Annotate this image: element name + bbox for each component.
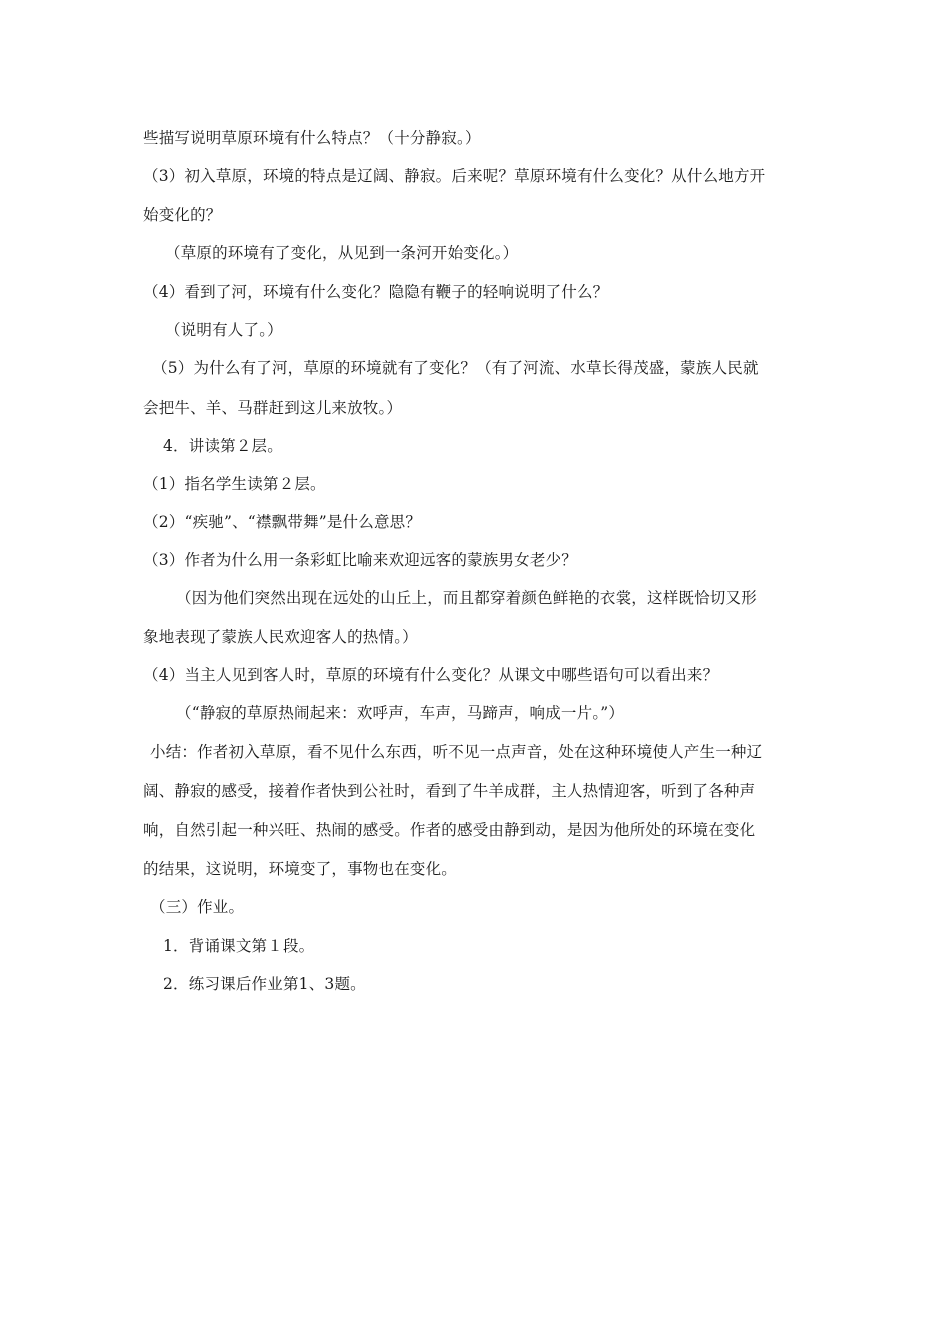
text-line: （1）指名学生读第２层。: [143, 475, 326, 493]
text-line: 始变化的？: [143, 206, 222, 224]
text-line: 2．练习课后作业第1、3题。: [163, 975, 366, 993]
text-line: （4）看到了河，环境有什么变化？隐隐有鞭子的轻响说明了什么？: [143, 283, 609, 301]
text-line: 阔、静寂的感受，接着作者快到公社时，看到了牛羊成群，主人热情迎客，听到了各种声: [143, 782, 756, 800]
text-line: 些描写说明草原环境有什么特点？（十分静寂。）: [143, 129, 481, 147]
text-line: 会把牛、羊、马群赶到这儿来放牧。）: [143, 399, 403, 417]
text-line: （5）为什么有了河，草原的环境就有了变化？（有了河流、水草长得茂盛，蒙族人民就: [152, 359, 759, 377]
text-line: （3）作者为什么用一条彩虹比喻来欢迎远客的蒙族男女老少？: [143, 551, 577, 569]
text-line: 响，自然引起一种兴旺、热闹的感受。作者的感受由静到动，是因为他所处的环境在变化: [143, 821, 756, 839]
text-line: 的结果，这说明，环境变了，事物也在变化。: [143, 860, 458, 878]
text-line: （说明有人了。）: [165, 321, 283, 339]
text-line: （3）初入草原，环境的特点是辽阔、静寂。后来呢？草原环境有什么变化？从什么地方开: [143, 167, 766, 185]
text-line: 象地表现了蒙族人民欢迎客人的热情。）: [143, 628, 418, 646]
text-line: 小结：作者初入草原，看不见什么东西，听不见一点声音，处在这种环境使人产生一种辽: [150, 743, 763, 761]
text-line: （草原的环境有了变化，从见到一条河开始变化。）: [165, 244, 519, 262]
text-line: （“静寂的草原热闹起来：欢呼声，车声，马蹄声，响成一片。”）: [176, 704, 625, 722]
text-line: （三）作业。: [150, 898, 245, 916]
text-line: （2）“疾驰”、“襟飘带舞”是什么意思？: [143, 513, 422, 531]
text-line: （因为他们突然出现在远处的山丘上，而且都穿着颜色鲜艳的衣裳，这样既恰切又形: [176, 589, 757, 607]
text-line: 1．背诵课文第１段。: [163, 937, 315, 955]
text-line: （4）当主人见到客人时，草原的环境有什么变化？从课文中哪些语句可以看出来？: [143, 666, 719, 684]
text-line: 4．讲读第２层。: [163, 437, 283, 455]
